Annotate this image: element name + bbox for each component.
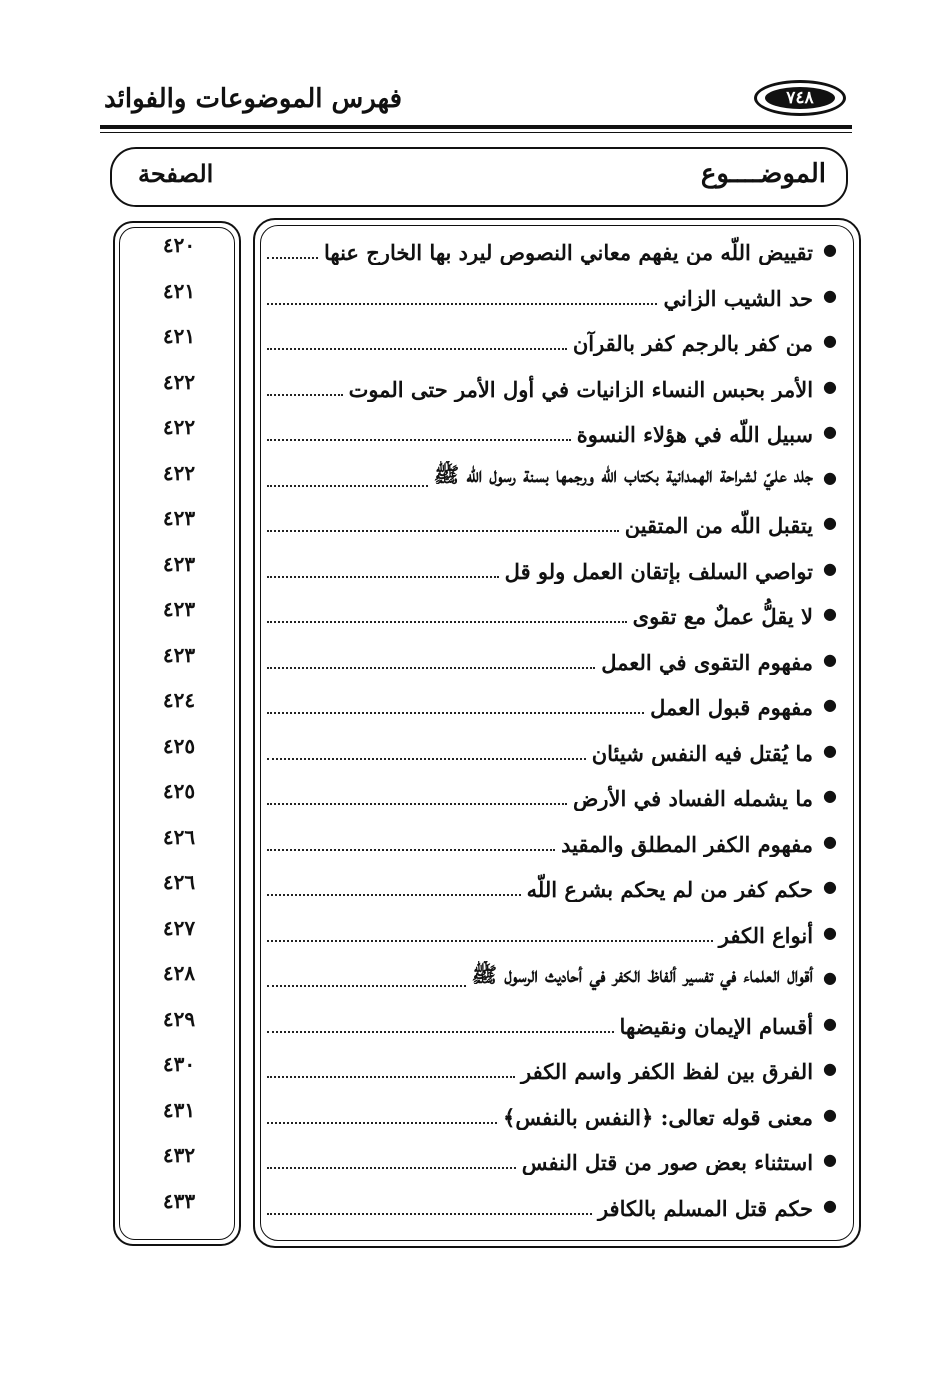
toc-entry — [162, 684, 861, 724]
toc-topic: تواصي السلف بإتقان العمل ولو قل — [504, 558, 814, 584]
toc-topic-line — [267, 370, 837, 402]
toc-topic-line — [267, 1098, 837, 1130]
toc-entry — [162, 1094, 861, 1134]
bullet-icon: ● — [823, 467, 837, 487]
toc-topic-line — [267, 688, 837, 720]
toc-page-number: ٤٢٣ — [162, 506, 196, 530]
dot-leader — [267, 485, 428, 487]
page-header — [100, 70, 852, 130]
bullet-icon: ● — [823, 786, 837, 805]
toc-topic: حد الشيب الزاني — [663, 285, 814, 311]
dot-leader — [267, 667, 595, 669]
toc-topic-line — [267, 916, 837, 948]
toc-entry — [162, 775, 861, 815]
toc-entry — [162, 1048, 861, 1088]
column-header — [110, 147, 848, 207]
toc-topic: حكم قتل المسلم بالكافر — [597, 1195, 814, 1221]
bullet-icon: ● — [823, 831, 837, 851]
toc-entry — [162, 366, 861, 406]
toc-topic-line — [267, 870, 837, 902]
toc-topic-line — [267, 324, 837, 356]
toc-page-number: ٤٢٦ — [162, 824, 196, 849]
toc-entry — [162, 275, 861, 315]
dot-leader — [267, 849, 555, 851]
toc-topic: يتقبل اللّه من المتقين — [624, 513, 814, 538]
toc-topic: مفهوم الكفر المطلق والمقيد — [561, 831, 814, 857]
bullet-icon: ● — [823, 376, 837, 396]
toc-topic-line — [267, 1189, 837, 1221]
toc-topic-line — [267, 1052, 837, 1084]
toc-topic-line — [267, 233, 837, 265]
toc-topic-line — [267, 279, 837, 311]
toc-topic: سبيل اللّه في هؤلاء النسوة — [576, 422, 814, 447]
dot-leader — [267, 985, 466, 987]
toc-topic: مفهوم قبول العمل — [650, 695, 814, 720]
toc-page-number: ٤٢٣ — [162, 551, 196, 576]
toc-entry — [162, 639, 861, 679]
bullet-icon: ● — [823, 1150, 837, 1169]
dot-leader — [267, 621, 627, 623]
dot-leader — [267, 803, 567, 805]
toc-topic: تقييض اللّه من يفهم معاني النصوص ليرد بها الخارج عنها — [323, 240, 814, 265]
toc-page-number: ٤٢٣ — [162, 597, 196, 621]
toc-entry — [162, 320, 861, 360]
toc-entry — [162, 229, 861, 269]
dot-leader — [267, 530, 619, 532]
bullet-icon: ● — [823, 649, 837, 669]
toc-topic-line — [267, 734, 837, 766]
toc-topic: الأمر بحبس النساء الزانيات في أول الأمر حتى الموت — [348, 376, 814, 402]
toc-topic: الفرق بين لفظ الكفر واسم الكفر — [520, 1059, 814, 1084]
toc-topic-line — [267, 506, 837, 538]
header-title: فهرس الموضوعات والفوائد — [104, 84, 403, 114]
header-rule-thin — [100, 132, 852, 133]
dot-leader — [267, 894, 521, 896]
bullet-icon: ● — [823, 922, 837, 942]
toc-topic: معنى قوله تعالى: ﴿النفس بالنفس﴾ — [503, 1104, 814, 1130]
toc-page-number: ٤٢٤ — [162, 688, 196, 712]
toc-topic-line — [267, 552, 837, 584]
bullet-icon: ● — [823, 604, 837, 623]
toc-entry — [162, 957, 861, 997]
dot-leader — [267, 940, 713, 942]
toc-page-number: ٤٢٢ — [162, 460, 196, 485]
toc-topic: ما يُقتل فيه النفس شيئان — [591, 740, 814, 766]
dot-leader — [267, 712, 644, 714]
toc-entry — [162, 1185, 861, 1225]
page-number-badge — [754, 80, 846, 116]
bullet-icon: ● — [823, 1013, 837, 1033]
toc-entry — [162, 912, 861, 952]
toc-topic: حكم كفر من لم يحكم بشرع اللّه — [526, 877, 814, 902]
toc-page-number: ٤٢٠ — [162, 233, 196, 257]
toc-topic-line — [267, 1143, 837, 1175]
toc-topic-line — [267, 415, 837, 447]
dot-leader — [267, 439, 571, 441]
dot-leader — [267, 758, 586, 760]
header-rule-thick — [100, 125, 852, 129]
toc-page-number: ٤٢٢ — [162, 369, 196, 394]
toc-page-number: ٤٢٦ — [162, 870, 196, 894]
toc-topic-line — [267, 643, 837, 675]
toc-topic-line — [267, 597, 837, 629]
toc-entry — [162, 457, 861, 497]
toc-page-number: ٤٢٥ — [162, 733, 196, 758]
bullet-icon: ● — [823, 513, 837, 532]
dot-leader — [267, 576, 499, 578]
toc-page-number: ٤٣٢ — [162, 1143, 196, 1167]
toc-topic: أنواع الكفر — [718, 922, 814, 948]
toc-entry — [162, 730, 861, 770]
dot-leader — [267, 1213, 592, 1215]
toc-entry — [162, 1003, 861, 1043]
toc-page-number: ٤٢٩ — [162, 1006, 196, 1031]
toc-topic-line — [267, 1007, 837, 1039]
toc-topic-line — [267, 779, 837, 811]
bullet-icon: ● — [823, 285, 837, 305]
toc-topic: لا يقلُّ عملٌ مع تقوى — [632, 604, 814, 629]
toc-page-number: ٤٢٧ — [162, 915, 196, 940]
toc-page-number: ٤٣٠ — [162, 1052, 196, 1076]
bullet-icon: ● — [823, 558, 837, 578]
toc-topic: استثناء بعض صور من قتل النفس — [521, 1150, 814, 1175]
toc-topic: جلد عليّ لشراحة الهمدانية بكتاب اللّه ورجمها بسنة رسول اللّه ﷺ — [433, 461, 814, 487]
toc-entry — [162, 502, 861, 542]
toc-page-number: ٤٢١ — [162, 324, 196, 348]
toc-page-number: ٤٣١ — [162, 1097, 196, 1122]
page-number: ٧٤٨ — [765, 87, 835, 109]
bullet-icon: ● — [823, 422, 837, 441]
dot-leader — [267, 1167, 516, 1169]
bullet-icon: ● — [823, 1195, 837, 1215]
toc-topic: أقسام الإيمان ونقيضها — [619, 1013, 814, 1039]
bullet-icon: ● — [823, 1059, 837, 1078]
dot-leader — [267, 1031, 614, 1033]
toc-entry — [162, 821, 861, 861]
dot-leader — [267, 348, 567, 350]
toc-topic: ما يشمله الفساد في الأرض — [572, 786, 814, 811]
toc-page-number: ٤٢١ — [162, 278, 196, 303]
dot-leader — [267, 257, 318, 259]
toc-topic-line — [267, 461, 837, 493]
toc-entry — [162, 1139, 861, 1179]
dot-leader — [267, 394, 343, 396]
bullet-icon: ● — [823, 968, 837, 987]
toc-page-number: ٤٢٢ — [162, 415, 196, 439]
toc-topic: أقوال العلماء في تفسير ألفاظ الكفر في أحاديث الرسول ﷺ — [471, 962, 814, 987]
toc-page-number: ٤٢٨ — [162, 961, 196, 985]
column-header-topic: الموضــــوع — [700, 159, 826, 189]
toc-topic: من كفر بالرجم كفر بالقرآن — [572, 331, 814, 356]
toc-topic-line — [267, 825, 837, 857]
toc-page-number: ٤٢٥ — [162, 779, 196, 803]
bullet-icon: ● — [823, 331, 837, 350]
bullet-icon: ● — [823, 877, 837, 896]
toc-topic: مفهوم التقوى في العمل — [601, 649, 814, 675]
bullet-icon: ● — [823, 695, 837, 714]
dot-leader — [267, 1076, 515, 1078]
dot-leader — [267, 303, 657, 305]
toc-page-number: ٤٣٣ — [162, 1188, 196, 1213]
toc-entry — [162, 593, 861, 633]
toc-entry — [162, 411, 861, 451]
toc-entry — [162, 866, 861, 906]
bullet-icon: ● — [823, 240, 837, 259]
toc-entry — [162, 548, 861, 588]
dot-leader — [267, 1122, 497, 1124]
toc-page-number: ٤٢٣ — [162, 642, 196, 667]
bullet-icon: ● — [823, 740, 837, 760]
bullet-icon: ● — [823, 1104, 837, 1124]
column-header-page: الصفحة — [138, 159, 214, 188]
toc-topic-line — [267, 961, 837, 993]
